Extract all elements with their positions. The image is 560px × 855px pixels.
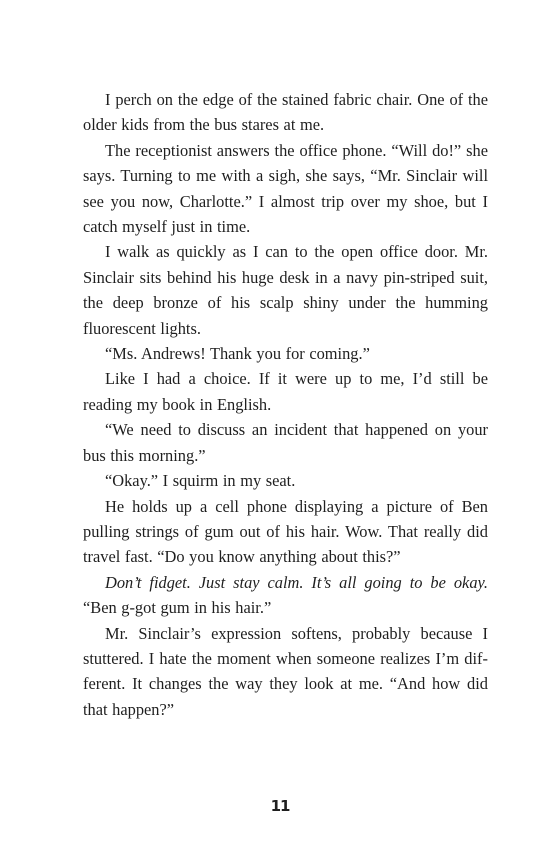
paragraph: “Okay.” I squirm in my seat.	[105, 471, 296, 491]
paragraph: “Ms. Andrews! Thank you for coming.”	[105, 344, 370, 364]
paragraph: I perch on the edge of the stained fabric chair. One of the older kids from the bus stares at me.	[83, 90, 488, 135]
dialogue: “Ben g-got gum in his hair.”	[83, 598, 272, 618]
paragraph: I walk as quickly as I can to the open office door. Mr. Sinclair sits behind his huge desk in a navy pin-striped suit, the deep bronze of his scalp shiny under the humming fluorescent lights.	[83, 242, 488, 338]
paragraph: Like I had a choice. If it were up to me, I’d still be reading my book in English.	[83, 369, 488, 414]
paragraph: He holds up a cell phone displaying a picture of Ben pulling strings of gum out of his hair. Wow. That really did travel fast. “Do you know anything about this?”	[83, 496, 488, 567]
page-number: 11	[270, 797, 290, 815]
body-text	[83, 87, 488, 722]
inner-thought: Don’t fidget. Just stay calm. It’s all going to be okay.	[105, 572, 488, 592]
paragraph: The receptionist answers the office phone. “Will do!” she says. Turning to me with a sigh, she says, “Mr. Sinclair will see you now, Charlotte.” I almost trip over my shoe, but I catch myself just in time.	[83, 140, 488, 237]
paragraph: “We need to discuss an incident that happened on your bus this morning.”	[83, 420, 488, 465]
paragraph: Mr. Sinclair’s expression softens, probably because I stuttered. I hate the moment when someone realizes I’m different. It changes the way they look at me. “And how did that happen?”	[83, 623, 488, 719]
thought-paragraph	[83, 570, 488, 621]
